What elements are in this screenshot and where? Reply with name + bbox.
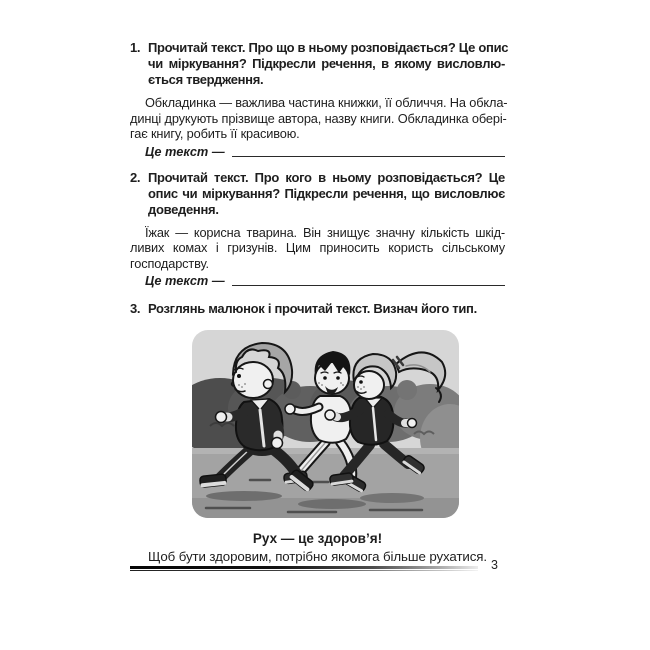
heading-line: доведення.	[148, 201, 219, 217]
exercise-2-answer-row	[130, 271, 505, 288]
exercise-number: 2.	[130, 169, 141, 185]
figure-sentence: Щоб бути здоровим, потрібно якомога більше рухатися.	[147, 549, 488, 564]
heading-line: ється твердження.	[148, 72, 264, 87]
paragraph-line: гає книгу, робить її красивою.	[130, 126, 300, 141]
answer-blank[interactable]	[232, 273, 505, 286]
exercise-2-heading	[130, 170, 505, 218]
page-content	[130, 40, 509, 565]
exercise-number: 3.	[130, 301, 141, 316]
figure-text	[130, 531, 505, 565]
footer-rule-bottom	[130, 570, 478, 572]
exercise-3	[130, 301, 505, 565]
illustration-children-running	[192, 330, 459, 518]
figure-caption: Рух — це здоров’я!	[252, 531, 383, 546]
paragraph-line: динці друкують прізвище автора, назву книги. Обкладинка обері-	[130, 110, 507, 126]
answer-label: Це текст —	[145, 273, 225, 288]
heading-line: Прочитай текст. Про що в ньому розповідається? Це опис	[148, 40, 509, 55]
heading-line: Прочитай текст. Про кого в ньому розповідається? Це	[148, 169, 505, 185]
page-number: 3	[491, 558, 498, 572]
paragraph-line: Їжак — корисна тварина. Він знищує значну кількість шкід-	[145, 224, 505, 240]
heading-line: Розглянь малюнок і прочитай текст. Визнач його тип.	[148, 301, 477, 316]
paragraph-line: господарству.	[130, 255, 209, 271]
exercise-number: 1.	[130, 40, 141, 55]
footer-rule	[130, 566, 478, 571]
heading-line: чи міркування? Підкресли речення, в якому висловлю-	[148, 56, 505, 71]
exercise-2-text	[130, 225, 505, 272]
answer-blank[interactable]	[232, 144, 505, 157]
answer-label: Це текст —	[145, 143, 225, 159]
heading-line: опис чи міркування? Підкресли речення, що висловлює	[148, 185, 505, 201]
exercise-2	[130, 170, 505, 289]
exercise-1-text	[130, 95, 508, 142]
exercise-1-answer-row	[130, 142, 505, 159]
ground	[192, 448, 459, 518]
exercise-3-heading	[130, 301, 505, 317]
children-running-drawing	[192, 330, 459, 518]
paragraph-line: Обкладинка — важлива частина книжки, її обличчя. На обкла-	[145, 95, 508, 110]
exercise-1-heading	[130, 40, 509, 88]
exercise-1	[130, 40, 509, 159]
paragraph-line: ливих комах і гризунів. Цим приносить користь сільському	[130, 240, 505, 255]
figure	[130, 330, 505, 565]
